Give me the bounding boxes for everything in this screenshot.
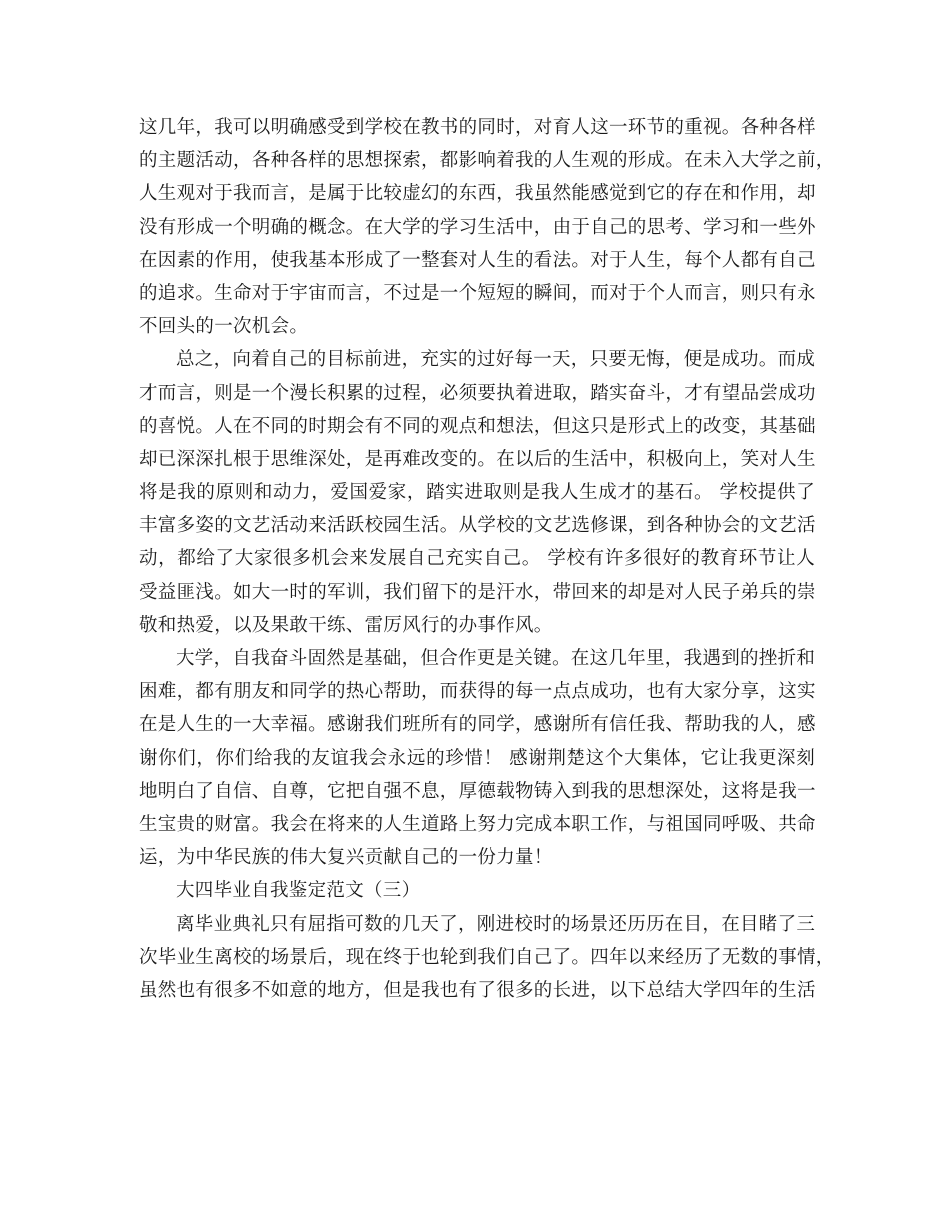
text-line: 人生观对于我而言，是属于比较虚幻的东西，我虽然能感觉到它的存在和作用，却 <box>139 183 816 205</box>
text-line: 将是我的原则和动力，爱国爱家，踏实进取则是我人生成才的基石。 学校提供了 <box>139 482 815 504</box>
text-line: 不回头的一次机会。 <box>139 316 309 338</box>
text-line: 在是人生的一大幸福。感谢我们班所有的同学，感谢所有信任我、帮助我的人，感 <box>139 714 816 736</box>
text-line: 才而言，则是一个漫长积累的过程，必须要执着进取，踏实奋斗，才有望品尝成功 <box>139 382 816 404</box>
document-body <box>139 111 835 1007</box>
text-line: 的主题活动，各种各样的思想探索，都影响着我的人生观的形成。在未入大学之前， <box>139 150 835 172</box>
text-line: 生宝贵的财富。我会在将来的人生道路上努力完成本职工作，与祖国同呼吸、共命 <box>139 813 816 835</box>
text-line: 这几年，我可以明确感受到学校在教书的同时，对育人这一环节的重视。各种各样 <box>139 117 816 138</box>
text-line: 丰富多姿的文艺活动来活跃校园生活。从学校的文艺选修课，到各种协会的文艺活 <box>139 515 816 537</box>
text-line: 离毕业典礼只有屈指可数的几天了，刚进校时的场景还历历在目，在目睹了三 <box>176 913 816 935</box>
text-line: 次毕业生离校的场景后，现在终于也轮到我们自己了。四年以来经历了无数的事情， <box>139 946 835 968</box>
text-line: 地明白了自信、自尊，它把自强不息，厚德载物铸入到我的思想深处，这将是我一 <box>139 780 816 802</box>
text-line: 的喜悦。人在不同的时期会有不同的观点和想法，但这只是形式上的改变，其基础 <box>139 415 816 437</box>
section-heading: 大四毕业自我鉴定范文（三） <box>176 880 421 902</box>
text-line: 却已深深扎根于思维深处，是再难改变的。在以后的生活中，积极向上，笑对人生 <box>139 448 816 470</box>
text-line: 动，都给了大家很多机会来发展自己充实自己。 学校有许多很好的教育环节让人 <box>139 548 815 570</box>
text-line: 大学，自我奋斗固然是基础，但合作更是关键。在这几年里，我遇到的挫折和 <box>176 648 816 669</box>
text-line: 在因素的作用，使我基本形成了一整套对人生的看法。对于人生，每个人都有自己 <box>139 249 816 271</box>
text-line: 没有形成一个明确的概念。在大学的学习生活中，由于自己的思考、学习和一些外 <box>139 216 816 238</box>
text-line: 总之，向着自己的目标前进，充实的过好每一天，只要无悔，便是成功。而成 <box>176 349 816 371</box>
text-line: 运，为中华民族的伟大复兴贡献自己的一份力量！ <box>139 847 553 869</box>
text-line: 困难，都有朋友和同学的热心帮助，而获得的每一点点成功，也有大家分享，这实 <box>139 681 816 703</box>
text-line: 受益匪浅。如大一时的军训，我们留下的是汗水，带回来的却是对人民子弟兵的崇 <box>139 581 816 603</box>
text-line: 的追求。生命对于宇宙而言，不过是一个短短的瞬间，而对于个人而言，则只有永 <box>139 282 816 304</box>
text-line: 敬和热爱，以及果敢干练、雷厉风行的办事作风。 <box>139 614 553 636</box>
text-line: 谢你们，你们给我的友谊我会永远的珍惜！ 感谢荆楚这个大集体，它让我更深刻 <box>139 747 815 769</box>
text-line: 虽然也有很多不如意的地方，但是我也有了很多的长进，以下总结大学四年的生活 <box>139 979 816 1001</box>
